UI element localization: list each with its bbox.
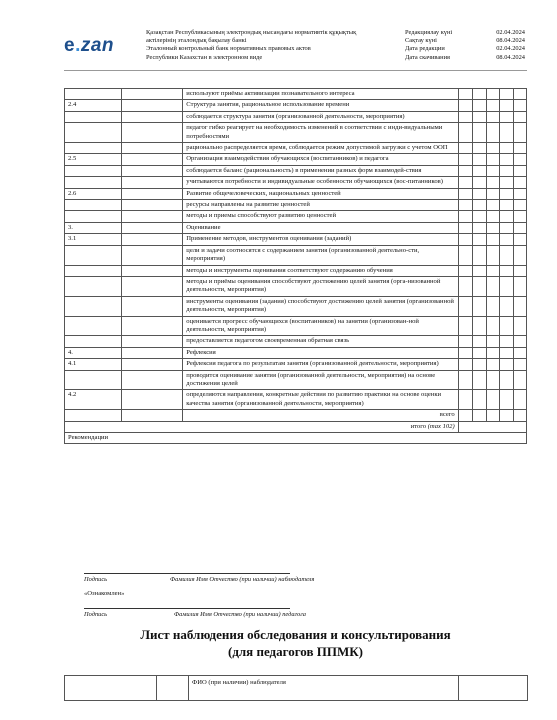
criterion-number xyxy=(65,200,122,211)
criterion-text: соблюдается структура занятия (организованной деятельности, мероприятия) xyxy=(183,111,458,122)
table-row xyxy=(65,245,527,265)
score-cell[interactable] xyxy=(487,316,500,336)
score-cell[interactable] xyxy=(487,390,500,410)
score-cell[interactable] xyxy=(458,100,472,111)
score-cell[interactable] xyxy=(458,211,472,222)
score-cell[interactable] xyxy=(513,100,526,111)
meta-label: Сақтау күні xyxy=(405,37,437,45)
criterion-text: Организация взаимодействия обучающихся (воспитанников) и педагога xyxy=(183,154,458,165)
table-row xyxy=(65,347,527,358)
table-row xyxy=(65,123,527,143)
score-cell[interactable] xyxy=(487,265,500,276)
criterion-text: методы и инструменты оценивания соответствуют содержанию обучения xyxy=(183,265,458,276)
score-cell[interactable] xyxy=(472,336,486,347)
score-cell[interactable] xyxy=(500,234,513,245)
meta-label: Дата редакции xyxy=(405,45,445,53)
score-cell[interactable] xyxy=(472,89,486,100)
signature-line-2 xyxy=(84,608,290,609)
score-cell[interactable] xyxy=(487,123,500,143)
criterion-number xyxy=(65,296,122,316)
section-title-line-1: Лист наблюдения обследования и консультирования xyxy=(140,627,451,642)
table-row xyxy=(65,200,527,211)
score-cell[interactable] xyxy=(513,347,526,358)
score-cell[interactable] xyxy=(500,336,513,347)
criterion-number xyxy=(65,123,122,143)
fio-observer-cell: ФИО (при наличии) наблюдателя xyxy=(189,676,459,701)
criterion-number: 2.5 xyxy=(65,154,122,165)
score-cell[interactable] xyxy=(500,177,513,188)
meta-value: 02.04.2024 xyxy=(496,29,525,36)
score-cell[interactable] xyxy=(458,143,472,154)
score-cell[interactable] xyxy=(513,165,526,176)
criterion-text: рационально распределяется время, соблюдается режим допустимой загрузки с учетом ООП xyxy=(183,143,458,154)
total-label: всего xyxy=(183,410,458,421)
criterion-number xyxy=(65,143,122,154)
table-row xyxy=(65,676,528,701)
score-cell[interactable] xyxy=(472,316,486,336)
logo: e.zan xyxy=(64,35,115,56)
section-title-line-2: (для педагогов ППМК) xyxy=(227,644,363,659)
org-line: Қазақстан Республикасының электрондық нысандағы нормативтік құқықтық xyxy=(146,29,357,36)
score-cell[interactable] xyxy=(458,347,472,358)
score-cell[interactable] xyxy=(500,245,513,265)
score-cell[interactable] xyxy=(513,177,526,188)
score-cell[interactable] xyxy=(458,359,472,370)
score-cell[interactable] xyxy=(472,154,486,165)
score-cell[interactable] xyxy=(500,154,513,165)
criterion-text: используют приёмы активизации познавательного интереса xyxy=(183,89,458,100)
criterion-text: ресурсы направлены на развитие ценностей xyxy=(183,200,458,211)
score-cell[interactable] xyxy=(500,188,513,199)
table-row xyxy=(65,296,527,316)
score-cell[interactable] xyxy=(472,111,486,122)
criterion-text: Рефлексия xyxy=(183,347,458,358)
criterion-text: Применение методов, инструментов оценивания (заданий) xyxy=(183,234,458,245)
table-row xyxy=(65,89,527,100)
score-cell[interactable] xyxy=(513,390,526,410)
score-cell[interactable] xyxy=(513,316,526,336)
score-cell[interactable] xyxy=(472,123,486,143)
itogo-label: итого xyxy=(410,422,427,430)
criterion-number: 3.1 xyxy=(65,234,122,245)
score-cell[interactable] xyxy=(458,89,472,100)
score-cell[interactable] xyxy=(458,111,472,122)
score-cell[interactable] xyxy=(472,188,486,199)
header-organization xyxy=(146,29,391,62)
score-cell[interactable] xyxy=(487,296,500,316)
score-cell[interactable] xyxy=(500,370,513,390)
criterion-text: учитываются потребности и индивидуальные особенности обучающихся (вос-питанников) xyxy=(183,177,458,188)
score-cell[interactable] xyxy=(472,390,486,410)
score-cell[interactable] xyxy=(487,200,500,211)
criterion-number: 4.1 xyxy=(65,359,122,370)
criterion-text: Структура занятия, рациональное использование времени xyxy=(183,100,458,111)
criterion-text: методы и приёмы оценивания способствуют достижению целей занятия (орга-низованной деятельности, мероприятия) xyxy=(183,276,458,296)
score-cell[interactable] xyxy=(513,211,526,222)
score-cell[interactable] xyxy=(458,154,472,165)
score-cell[interactable] xyxy=(487,359,500,370)
criterion-number xyxy=(65,265,122,276)
signature-line-1 xyxy=(84,573,290,574)
criterion-text: цели и задачи соотносятся с содержанием занятия (организованной деятельно-сти, мероприятия) xyxy=(183,245,458,265)
table-row xyxy=(65,222,527,233)
table-row xyxy=(65,316,527,336)
itogo-cell xyxy=(65,421,459,432)
criterion-text: соблюдается баланс (рациональность) в применении разных форм взаимодей-ствия xyxy=(183,165,458,176)
score-cell[interactable] xyxy=(458,222,472,233)
score-cell[interactable] xyxy=(487,154,500,165)
criterion-text: Рефлексия педагога по результатам занятия (организованной деятельности, мероприятия) xyxy=(183,359,458,370)
score-cell[interactable] xyxy=(472,265,486,276)
score-cell[interactable] xyxy=(513,222,526,233)
criterion-text: методы и приемы способствуют развитию ценностей xyxy=(183,211,458,222)
criterion-text: инструменты оценивания (задания) способствуют достижению целей занятия (организованной деятельности, мероприятия) xyxy=(183,296,458,316)
table-row xyxy=(65,359,527,370)
score-cell[interactable] xyxy=(472,177,486,188)
observation-table xyxy=(64,88,527,444)
criterion-number xyxy=(65,336,122,347)
score-cell[interactable] xyxy=(472,296,486,316)
score-cell[interactable] xyxy=(472,211,486,222)
score-cell[interactable] xyxy=(513,154,526,165)
score-cell[interactable] xyxy=(513,359,526,370)
meta-label: Редакциялау күні xyxy=(405,29,453,36)
score-cell[interactable] xyxy=(500,390,513,410)
score-cell[interactable] xyxy=(487,245,500,265)
table-row xyxy=(65,154,527,165)
criterion-number xyxy=(65,177,122,188)
score-cell[interactable] xyxy=(500,89,513,100)
score-cell[interactable] xyxy=(458,165,472,176)
score-cell[interactable] xyxy=(513,336,526,347)
score-cell[interactable] xyxy=(513,370,526,390)
table-row-total xyxy=(65,410,527,421)
table-row xyxy=(65,165,527,176)
score-cell[interactable] xyxy=(500,111,513,122)
score-cell[interactable] xyxy=(487,234,500,245)
table-row xyxy=(65,143,527,154)
table-row xyxy=(65,370,527,390)
score-cell[interactable] xyxy=(487,347,500,358)
org-line: Республики Казахстан в электронном виде xyxy=(146,53,263,61)
table-row xyxy=(65,234,527,245)
podpis-label-2: Подпись xyxy=(84,611,108,618)
score-cell[interactable] xyxy=(513,245,526,265)
criterion-number xyxy=(65,211,122,222)
score-cell[interactable] xyxy=(513,111,526,122)
score-cell[interactable] xyxy=(513,200,526,211)
score-cell[interactable] xyxy=(472,276,486,296)
score-cell[interactable] xyxy=(500,222,513,233)
criterion-number: 3. xyxy=(65,222,122,233)
score-cell[interactable] xyxy=(458,316,472,336)
criterion-number xyxy=(65,276,122,296)
meta-value: 08.04.2024 xyxy=(496,53,525,61)
criterion-text: педагог гибко реагирует на необходимость изменений в соответствии с инди-видуальными потребностями xyxy=(183,123,458,143)
score-cell[interactable] xyxy=(513,296,526,316)
fio-observer-label: Фамилия Имя Отчество (при наличии) наблюдателя xyxy=(170,576,315,583)
score-cell[interactable] xyxy=(500,276,513,296)
org-line: Эталонный контрольный банк нормативных правовых актов xyxy=(146,45,311,53)
criterion-number xyxy=(65,370,122,390)
observer-table xyxy=(64,675,528,701)
table-row xyxy=(65,100,527,111)
header-dates xyxy=(405,29,525,62)
criterion-number: 2.6 xyxy=(65,188,122,199)
score-cell[interactable] xyxy=(472,245,486,265)
score-cell[interactable] xyxy=(472,143,486,154)
score-cell[interactable] xyxy=(458,245,472,265)
section-title xyxy=(64,626,527,660)
header-divider xyxy=(64,70,527,71)
org-line: актілерінің эталондық бақылау банкі xyxy=(146,37,247,45)
score-cell[interactable] xyxy=(487,222,500,233)
score-cell[interactable] xyxy=(458,370,472,390)
score-cell[interactable] xyxy=(472,370,486,390)
score-cell[interactable] xyxy=(458,123,472,143)
criterion-text: предоставляется педагогом своевременная обратная связь xyxy=(183,336,458,347)
criterion-number: 4.2 xyxy=(65,390,122,410)
score-cell[interactable] xyxy=(472,359,486,370)
criterion-number xyxy=(65,111,122,122)
table-row xyxy=(65,211,527,222)
recommendations-cell: Рекомендации xyxy=(65,433,527,444)
score-cell[interactable] xyxy=(500,296,513,316)
score-cell[interactable] xyxy=(487,111,500,122)
score-cell[interactable] xyxy=(487,276,500,296)
score-cell[interactable] xyxy=(513,265,526,276)
criterion-number xyxy=(65,165,122,176)
table-row-itogo xyxy=(65,421,527,432)
criterion-text: оценивается прогресс обучающихся (воспитанников) на занятии (организован-ной деятельности, мероприятия) xyxy=(183,316,458,336)
score-cell[interactable] xyxy=(472,222,486,233)
score-cell[interactable] xyxy=(458,188,472,199)
oznakomlen-label: «Ознакомлен» xyxy=(84,590,125,597)
criterion-text: определяются направления, конкретные действия по развитию практики на основе оценки качества занятия (организованной деятельности, мероприятия) xyxy=(183,390,458,410)
score-cell[interactable] xyxy=(513,234,526,245)
table-row-recommendations xyxy=(65,433,527,444)
score-cell[interactable] xyxy=(500,265,513,276)
score-cell[interactable] xyxy=(472,165,486,176)
criterion-number: 4. xyxy=(65,347,122,358)
criterion-text: Оценивание xyxy=(183,222,458,233)
score-cell[interactable] xyxy=(500,123,513,143)
score-cell[interactable] xyxy=(500,347,513,358)
score-cell[interactable] xyxy=(472,100,486,111)
score-cell[interactable] xyxy=(500,359,513,370)
criterion-text: проводится оценивание занятия (организованной деятельности, мероприятия) на основе достижения целей xyxy=(183,370,458,390)
score-cell[interactable] xyxy=(458,234,472,245)
table-row xyxy=(65,265,527,276)
score-cell[interactable] xyxy=(472,200,486,211)
score-cell[interactable] xyxy=(472,347,486,358)
score-cell[interactable] xyxy=(458,177,472,188)
meta-value: 02.04.2024 xyxy=(496,45,525,53)
criterion-number xyxy=(65,245,122,265)
meta-value: 08.04.2024 xyxy=(496,37,525,45)
score-cell[interactable] xyxy=(513,123,526,143)
score-cell[interactable] xyxy=(472,234,486,245)
score-cell[interactable] xyxy=(487,143,500,154)
table-row xyxy=(65,111,527,122)
table-row xyxy=(65,390,527,410)
score-cell[interactable] xyxy=(513,89,526,100)
table-row xyxy=(65,177,527,188)
score-cell[interactable] xyxy=(458,265,472,276)
score-cell[interactable] xyxy=(500,316,513,336)
score-cell[interactable] xyxy=(487,165,500,176)
itogo-note: (max 102) xyxy=(427,422,455,430)
podpis-label-1: Подпись xyxy=(84,576,108,583)
score-cell[interactable] xyxy=(458,390,472,410)
criterion-number: 2.4 xyxy=(65,100,122,111)
score-cell[interactable] xyxy=(458,336,472,347)
criterion-number xyxy=(65,89,122,100)
score-cell[interactable] xyxy=(500,165,513,176)
table-row xyxy=(65,276,527,296)
score-cell[interactable] xyxy=(500,100,513,111)
criterion-text: Развитие общечеловеческих, национальных ценностей xyxy=(183,188,458,199)
score-cell[interactable] xyxy=(513,276,526,296)
score-cell[interactable] xyxy=(500,200,513,211)
table-row xyxy=(65,188,527,199)
fio-teacher-label: Фамилия Имя Отчество (при наличии) педагога xyxy=(174,611,306,618)
score-cell[interactable] xyxy=(458,276,472,296)
criterion-number xyxy=(65,316,122,336)
score-cell[interactable] xyxy=(487,177,500,188)
score-cell[interactable] xyxy=(500,211,513,222)
table-row xyxy=(65,336,527,347)
score-cell[interactable] xyxy=(487,211,500,222)
score-cell[interactable] xyxy=(458,200,472,211)
score-cell[interactable] xyxy=(487,188,500,199)
score-cell[interactable] xyxy=(487,89,500,100)
score-cell[interactable] xyxy=(500,143,513,154)
score-cell[interactable] xyxy=(458,296,472,316)
score-cell[interactable] xyxy=(513,143,526,154)
score-cell[interactable] xyxy=(513,188,526,199)
meta-label: Дата скачивания xyxy=(405,53,450,61)
score-cell[interactable] xyxy=(487,370,500,390)
score-cell[interactable] xyxy=(487,336,500,347)
score-cell[interactable] xyxy=(487,100,500,111)
